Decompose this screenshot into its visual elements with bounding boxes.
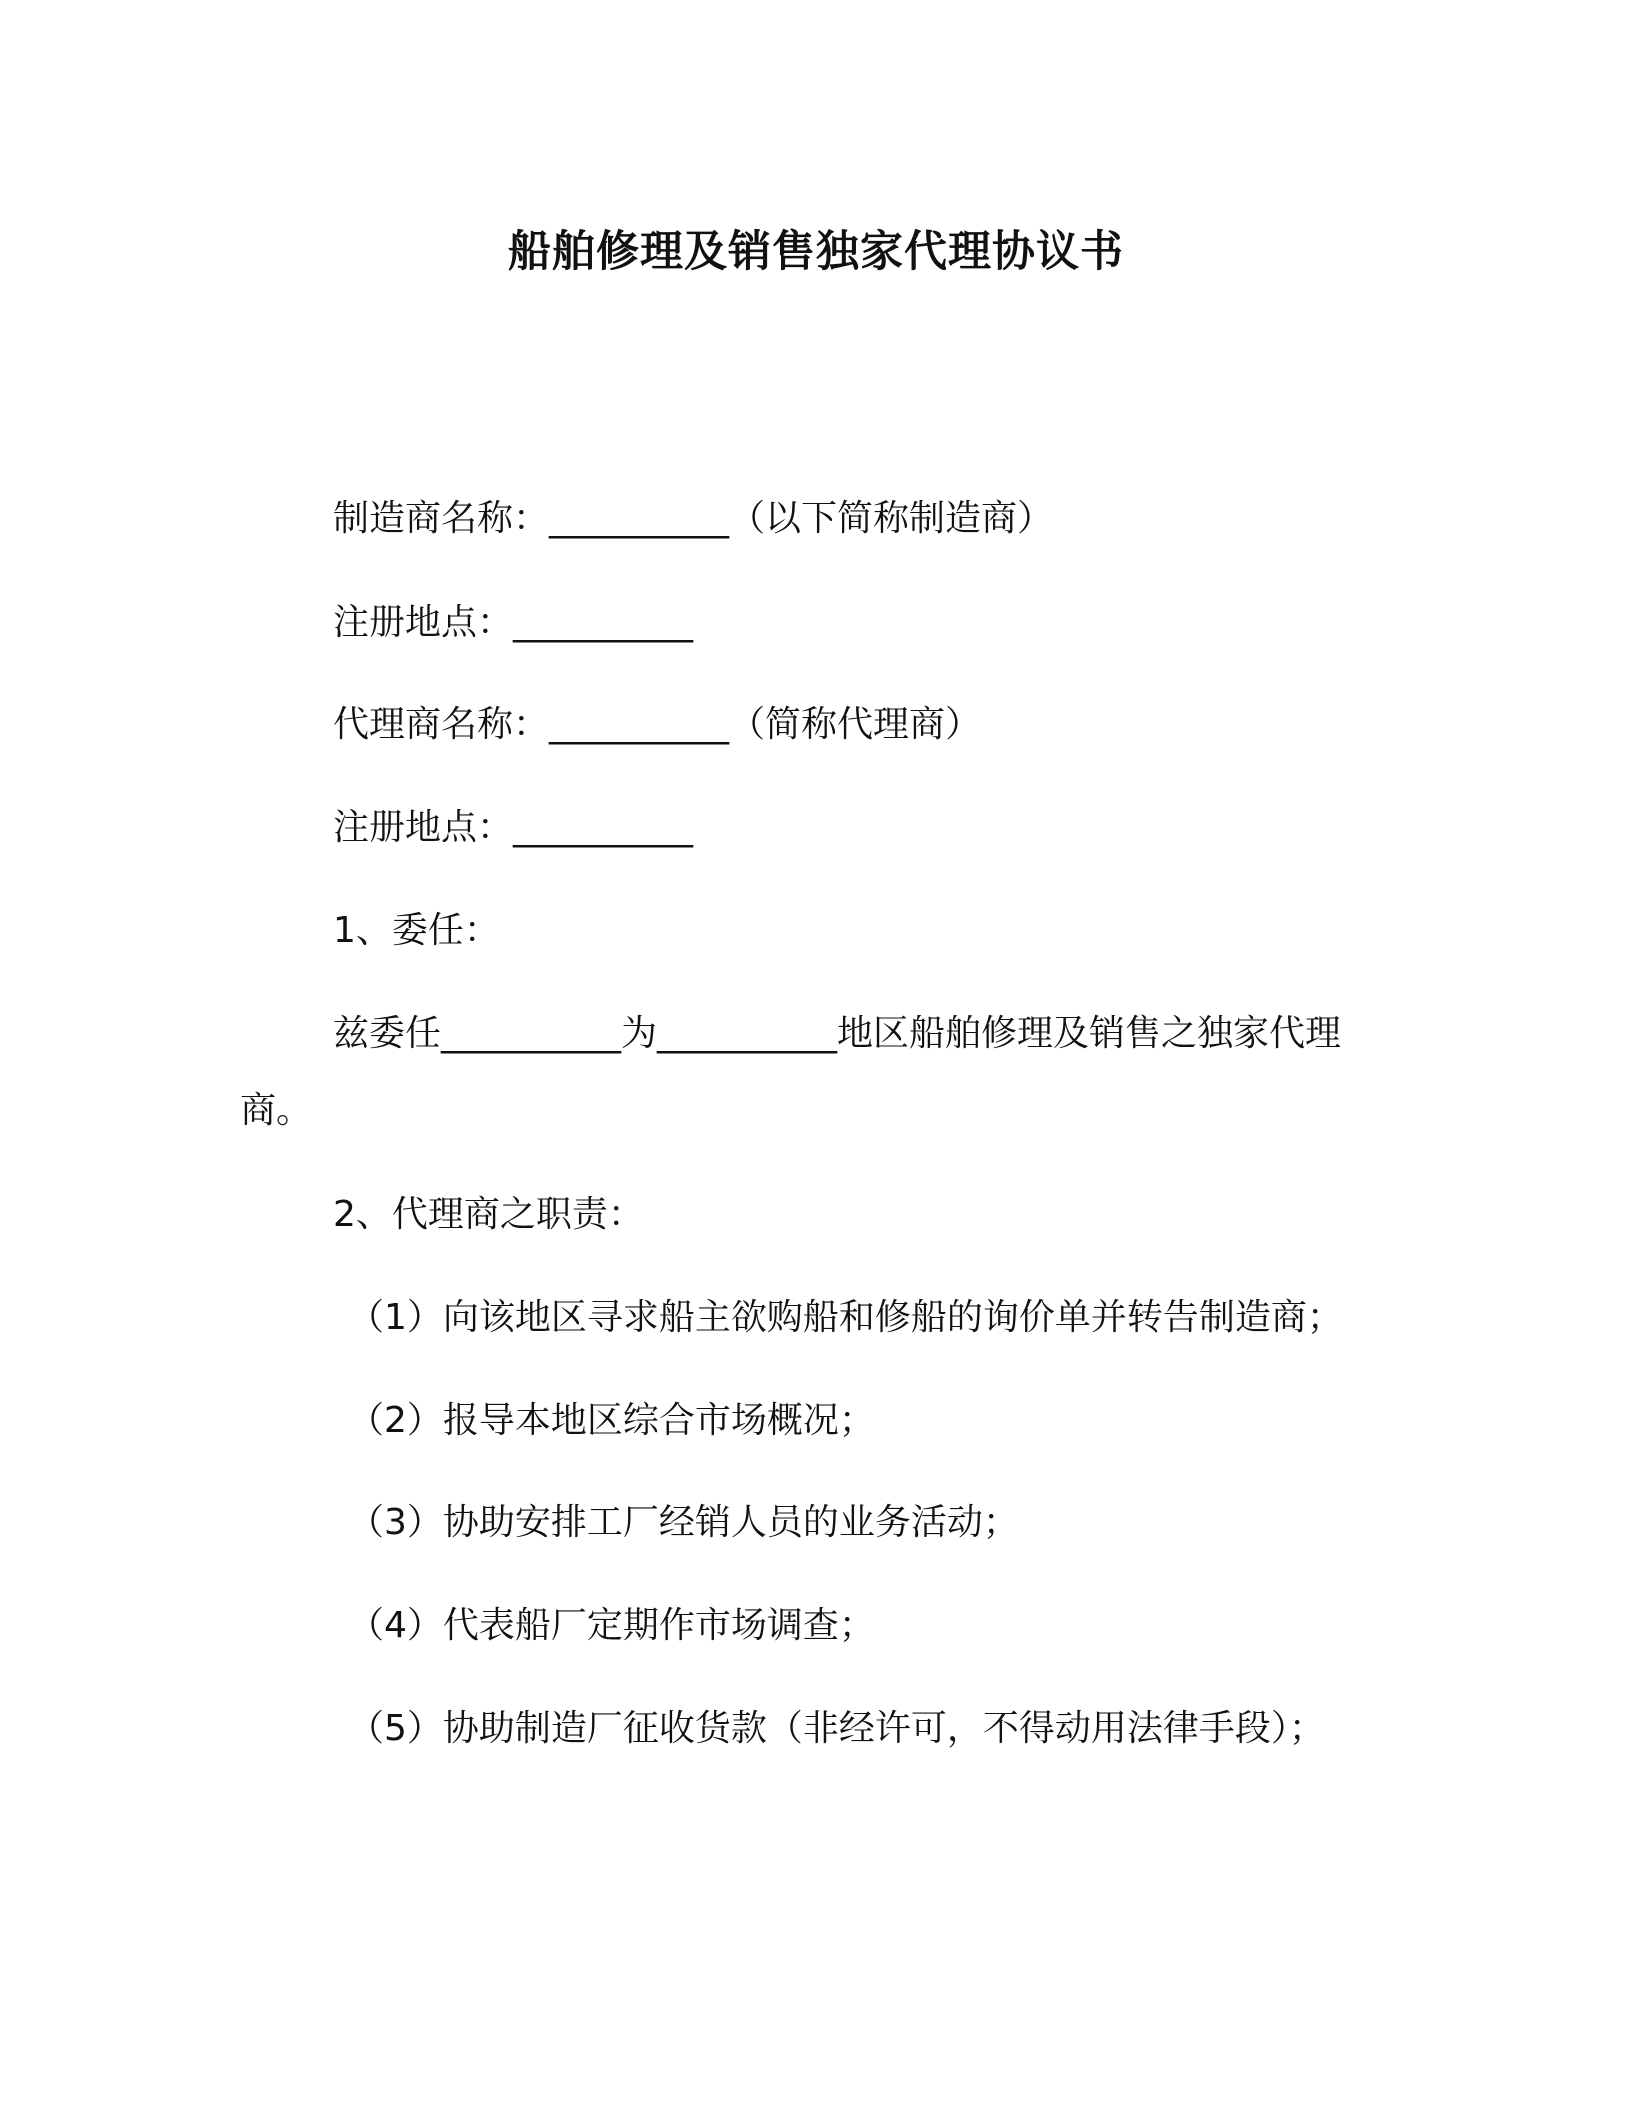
agent-address-line: 注册地点：__________: [333, 807, 694, 848]
section1-heading: 1、委任：: [333, 910, 500, 951]
manufacturer-address-line: 注册地点：__________: [333, 602, 694, 643]
manufacturer-name-line: 制造商名称：__________（以下简称制造商）: [333, 498, 1054, 539]
duty-item: （4）代表船厂定期作市场调查；: [348, 1605, 875, 1646]
duty-item: （5）协助制造厂征收货款（非经许可，不得动用法律手段）；: [348, 1708, 1325, 1749]
document-title: 船舶修理及销售独家代理协议书: [508, 227, 1124, 277]
duty-item: （2）报导本地区综合市场概况；: [348, 1400, 875, 1441]
section2-heading: 2、代理商之职责：: [333, 1194, 644, 1235]
section1-body-line1: 兹委任__________为__________地区船舶修理及销售之独家代理: [333, 1013, 1342, 1054]
section1-body-line2: 商。: [240, 1090, 313, 1131]
duty-item: （3）协助安排工厂经销人员的业务活动；: [348, 1502, 1019, 1543]
duty-item: （1）向该地区寻求船主欲购船和修船的询价单并转告制造商；: [348, 1297, 1343, 1338]
agent-name-line: 代理商名称：__________（简称代理商）: [333, 704, 982, 745]
